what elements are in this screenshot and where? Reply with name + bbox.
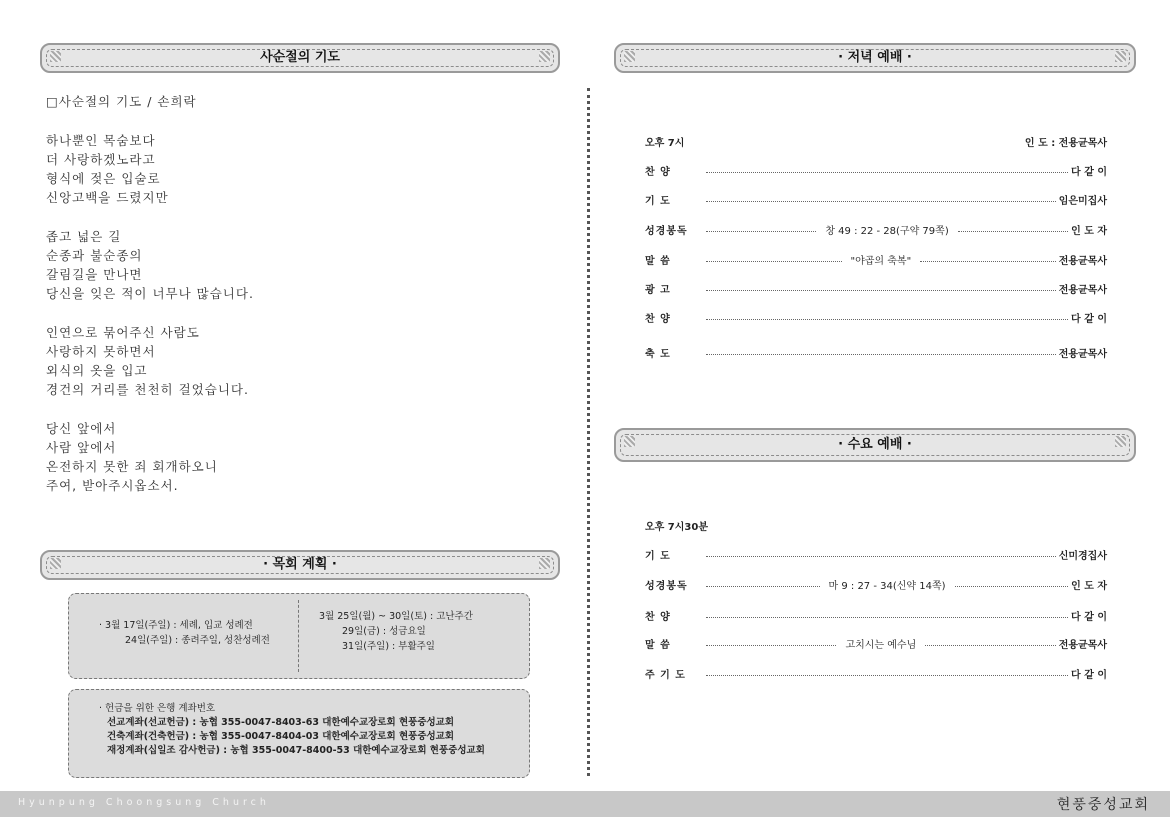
order-row <box>645 191 1107 207</box>
wednesday-header <box>614 428 1136 462</box>
wednesday-time: 오후 7시30분 <box>645 522 708 533</box>
order-detail: 마 9 : 27 - 34(신약 14쪽) <box>828 580 946 592</box>
poem-line: 좁고 넓은 길 <box>46 229 122 244</box>
order-row <box>645 344 1107 360</box>
order-label: 기 도 <box>645 550 671 562</box>
order-value: 임은미집사 <box>1058 195 1107 207</box>
poem-line: 형식에 젖은 입술로 <box>46 171 161 186</box>
prayer-subtitle: □사순절의 기도 / 손희락 <box>46 94 197 109</box>
bank-account: 선교계좌(선교헌금) : 농협 355-0047-8403-63 대한예수교장로회 현풍중성교회 <box>107 717 455 728</box>
poem-line: 온전하지 못한 죄 회개하오니 <box>46 459 218 474</box>
bank-title: · 헌금을 위한 은행 계좌번호 <box>99 703 216 714</box>
order-value: 전용균목사 <box>1058 255 1107 267</box>
order-detail: 고치시는 예수님 <box>845 639 917 651</box>
order-detail: 창 49 : 22 - 28(구약 79쪽) <box>825 225 949 237</box>
order-label: 찬 양 <box>645 313 671 325</box>
poem-line: 당신을 잊은 적이 너무나 많습니다. <box>46 286 254 301</box>
order-label: 광 고 <box>645 284 671 296</box>
order-label: 말 씀 <box>645 255 671 267</box>
order-row <box>645 546 1107 562</box>
footer-church-korean: 현풍중성교회 <box>1056 797 1150 813</box>
footer-bar <box>0 791 1170 817</box>
order-label: 기 도 <box>645 195 671 207</box>
plan-box <box>68 593 530 679</box>
order-label: 성경봉독 <box>645 580 688 592</box>
prayer-title: 사순절의 기도 <box>260 50 340 65</box>
evening-title: · 저녁 예배 · <box>838 50 912 65</box>
order-value: 인 도 자 <box>1071 225 1108 237</box>
poem-line: 신앙고백을 드렸지만 <box>46 190 169 205</box>
poem-line: 외식의 옷을 입고 <box>46 363 148 378</box>
prayer-poem <box>46 92 546 495</box>
stanza <box>46 227 546 303</box>
evening-header <box>614 43 1136 73</box>
order-label: 성경봉독 <box>645 225 688 237</box>
footer-church-english: Hyunpung Choongsung Church <box>18 797 270 808</box>
poem-line: 경건의 거리를 천천히 걸었습니다. <box>46 382 249 397</box>
bank-account: 재정계좌(십일조 감사헌금) : 농협 355-0047-8400-53 대한예수교장로회 현풍중성교회 <box>107 745 485 756</box>
poem-line: 갈림길을 만나면 <box>46 267 143 282</box>
order-row <box>645 665 1107 681</box>
order-value: 신미경집사 <box>1058 550 1107 562</box>
poem-line: 주여, 받아주시옵소서. <box>46 478 179 493</box>
evening-order <box>645 134 1107 364</box>
poem-line: 더 사랑하겠노라고 <box>46 152 156 167</box>
order-row <box>645 576 1107 592</box>
order-row <box>645 635 1107 651</box>
poem-line: 하나뿐인 목숨보다 <box>46 133 156 148</box>
order-value: 전용균목사 <box>1058 348 1107 360</box>
stanza <box>46 323 546 399</box>
order-label: 찬 양 <box>645 166 671 178</box>
wednesday-title: · 수요 예배 · <box>838 437 912 452</box>
order-row <box>645 607 1107 623</box>
order-row <box>645 251 1107 267</box>
poem-line: 인연으로 묶어주신 사람도 <box>46 325 200 340</box>
plan-item: 31일(주일) : 부활주일 <box>342 641 435 652</box>
order-row <box>645 221 1107 237</box>
order-value: 전용균목사 <box>1058 284 1107 296</box>
order-row <box>645 162 1107 178</box>
order-detail: "야곱의 축복" <box>850 255 912 267</box>
wednesday-order <box>645 518 1107 688</box>
poem-line: 사람 앞에서 <box>46 440 117 455</box>
bank-box <box>68 689 530 778</box>
order-label: 축 도 <box>645 348 671 360</box>
plan-title: · 목회 계획 · <box>263 557 337 572</box>
poem-line: 사랑하지 못하면서 <box>46 344 156 359</box>
order-row <box>645 309 1107 325</box>
plan-item: 24일(주일) : 종려주일, 성찬성례전 <box>125 635 270 646</box>
stanza <box>46 131 546 207</box>
order-value: 인 도 자 <box>1071 580 1108 592</box>
prayer-header <box>40 43 560 73</box>
order-label: 주 기 도 <box>645 669 686 681</box>
plan-right <box>319 609 473 654</box>
plan-header <box>40 550 560 580</box>
plan-item: 29일(금) : 성금요일 <box>342 626 426 637</box>
order-value: 다 같 이 <box>1071 611 1107 623</box>
plan-item: 3월 25일(월) ~ 30일(토) : 고난주간 <box>319 611 473 622</box>
order-label: 찬 양 <box>645 611 671 623</box>
poem-line: 순종과 불순종의 <box>46 248 143 263</box>
poem-line: 당신 앞에서 <box>46 421 117 436</box>
evening-leader: 인 도 : 전용균목사 <box>1024 138 1107 149</box>
plan-left <box>99 618 270 648</box>
stanza <box>46 419 546 495</box>
order-value: 전용균목사 <box>1058 639 1107 651</box>
order-row <box>645 280 1107 296</box>
bank-account: 건축계좌(건축헌금) : 농협 355-0047-8404-03 대한예수교장로회 현풍중성교회 <box>107 731 455 742</box>
order-value: 다 같 이 <box>1071 166 1107 178</box>
order-label: 말 씀 <box>645 639 671 651</box>
column-divider <box>587 88 590 776</box>
plan-item: · 3월 17일(주일) : 세례, 입교 성례전 <box>99 620 253 631</box>
order-value: 다 같 이 <box>1071 669 1107 681</box>
evening-time: 오후 7시 <box>645 138 685 149</box>
order-value: 다 같 이 <box>1071 313 1107 325</box>
